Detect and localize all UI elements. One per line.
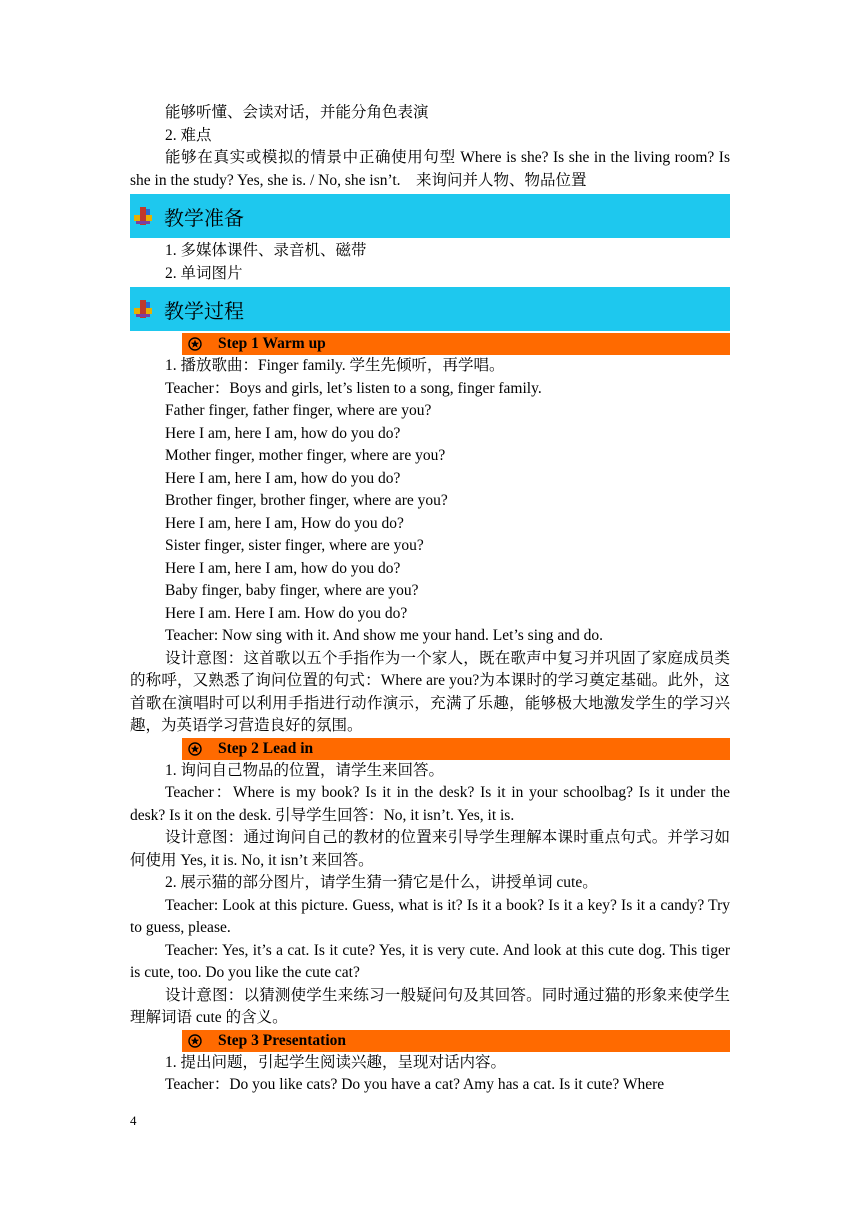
step1-line: Baby finger, baby finger, where are you? [165,582,419,599]
step1-line: Here I am, here I am, how do you do? [165,469,401,487]
section-header-prep [130,194,730,238]
step3-line-1: 1. 提出问题，引起学生阅读兴趣，呈现对话内容。 [165,1053,507,1071]
prep-item-1: 1. 多媒体课件、录音机、磁带 [165,242,367,259]
section-title-prep: 教学准备 [164,207,244,230]
step2-line-5: Teacher: Look at this picture. Guess, what is it? Is it a book? Is it a key? Is it a candy? Try to guess, please. [130,896,730,936]
section-header-process [130,287,730,331]
step-title-1: Step 1 Warm up [218,335,326,352]
step-header-3 [182,1030,730,1052]
book-stack-icon [134,300,152,318]
step2-line-3: 设计意图：通过询问自己的教材的位置来引导学生理解本课时重点句式。并学习如何使用 Yes, it is. No, it isn’t 来回答。 [130,829,730,869]
step1-line: Sister finger, sister finger, where are you? [165,537,424,554]
step2-line-7: 设计意图：以猜测使学生来练习一般疑问句及其回答。同时通过猫的形象来使学生理解词语 cute 的含义。 [130,986,730,1026]
step1-design: 设计意图：这首歌以五个手指作为一个家人，既在歌声中复习并巩固了家庭成员类的称呼，又熟悉了询问位置的句式：Where are you?为本课时的学习奠定基础。此外，这首歌在演唱时可以利用手指进行动作演示，充满了乐趣，能够极大地激发学生的学习兴趣，为英语学习营造良好的氛围。 [130,649,730,734]
step2-line-2: Teacher：Where is my book? Is it in the desk? Is it in your schoolbag? Is it under the desk? Is it on the desk. 引导学生回答：No, it isn’t. Yes, it is. [130,784,730,824]
step2-line-1: 1. 询问自己物品的位置，请学生来回答。 [165,761,445,779]
top-line-2: 2. 难点 [165,126,212,144]
step2-line-4: 2. 展示猫的部分图片，请学生猜一猜它是什么，讲授单词 cute。 [165,874,598,891]
star-circle-icon [188,742,202,756]
step-title-2: Step 2 Lead in [218,739,314,757]
step-title-3: Step 3 Presentation [218,1031,347,1049]
step1-line: Teacher：Boys and girls, let’s listen to a song, finger family. [165,379,542,397]
step1-line: 1. 播放歌曲：Finger family. 学生先倾听，再学唱。 [165,357,505,374]
prep-item-2: 2. 单词图片 [165,264,243,282]
step1-line: Here I am, here I am, how do you do? [165,424,401,442]
step1-line: Teacher: Now sing with it. And show me your hand. Let’s sing and do. [165,627,604,644]
page-content [130,102,730,1097]
step3-line-2: Teacher：Do you like cats? Do you have a cat? Amy has a cat. Is it cute? Where [165,1076,665,1093]
page-number: 4 [130,1113,137,1128]
step1-line: Brother finger, brother finger, where are you? [165,492,448,509]
top-line-3: 能够在真实或模拟的情景中正确使用句型 Where is she? Is she in the living room? Is she in the study? Yes, she is. / No, she isn’t. 来询问并人物、物品位置 [130,149,730,189]
step1-line: Here I am, here I am, how do you do? [165,559,401,577]
step1-line: Here I am. Here I am. How do you do? [165,604,408,622]
step2-line-6: Teacher: Yes, it’s a cat. Is it cute? Yes, it is very cute. And look at this cute dog. This tiger is cute, too. Do you like the cute cat? [130,941,730,981]
step1-line: Mother finger, mother finger, where are you? [165,447,446,464]
star-circle-icon [188,337,202,351]
step-header-2 [182,738,730,760]
book-stack-icon [134,207,152,225]
section-title-process: 教学过程 [164,300,244,323]
step1-line: Here I am, here I am, How do you do? [165,514,404,532]
step1-line: Father finger, father finger, where are you? [165,402,432,419]
top-line-1: 能够听懂、会读对话，并能分角色表演 [165,104,429,121]
step-header-1 [182,333,730,355]
star-circle-icon [188,1034,202,1048]
